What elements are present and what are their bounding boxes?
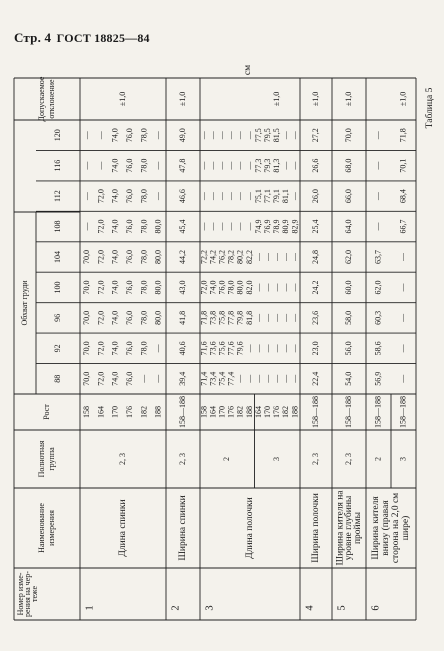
table-cell: 75,6 <box>217 341 227 356</box>
table-cell: 70,0 <box>81 371 92 386</box>
table-cell: — <box>96 161 106 170</box>
table-cell: 76,0 <box>124 189 135 204</box>
table-cell: — <box>208 131 218 140</box>
tolerance-value: ±1,0 <box>310 91 320 107</box>
table-cell: 79,8 <box>235 310 245 325</box>
table-cell: 64,0 <box>343 219 353 234</box>
table-cell: — <box>139 374 149 383</box>
table-cell: 80,0 <box>153 219 163 234</box>
chest-size-label: 100 <box>52 281 62 294</box>
table-cell: 46,6 <box>177 189 187 204</box>
height-value: 164 <box>208 406 218 418</box>
measurement-name: сторона на 2,0 см <box>391 492 402 564</box>
table-cell: 74,0 <box>110 341 120 356</box>
table-cell: — <box>81 192 92 201</box>
height-value: 176 <box>124 406 135 418</box>
height-value: 170 <box>263 406 273 418</box>
table-cell: — <box>253 253 263 261</box>
col-header-name: измерения <box>46 510 56 546</box>
table-cell: 71,8 <box>398 128 408 143</box>
chest-size-label: 104 <box>52 251 62 263</box>
measurement-name: Ширина полочки <box>311 493 322 563</box>
table-cell: — <box>263 374 273 383</box>
table-cell: — <box>235 161 245 170</box>
table-cell: 71,4 <box>199 371 209 386</box>
table-cell: — <box>290 344 300 353</box>
table-cell: 62,0 <box>343 250 353 264</box>
col-header-name: Наименование <box>36 503 46 553</box>
fullness-group: 2 <box>373 457 383 461</box>
table-cell: 77,5 <box>253 128 263 143</box>
table-cell: — <box>398 344 408 353</box>
table-cell: — <box>226 131 236 140</box>
height-value: 170 <box>110 406 120 418</box>
table-cell: — <box>398 253 408 261</box>
table-cell: — <box>235 192 245 201</box>
measurement-name: внизу (правая <box>381 500 392 556</box>
fullness-group: 3 <box>398 457 408 461</box>
table-cell: 22,4 <box>310 371 320 386</box>
table-cell: 70,0 <box>343 128 353 143</box>
table-cell: 80,0 <box>153 280 163 295</box>
table-cell: 74,0 <box>110 280 120 295</box>
table-cell: — <box>398 283 408 292</box>
measurement-name: уровне глубины <box>344 495 355 561</box>
table-cell: 77,3 <box>253 158 263 173</box>
table-cell: — <box>208 161 218 170</box>
table-cell: 72,0 <box>96 371 106 386</box>
table-cell: 47,8 <box>177 158 187 173</box>
table-cell: — <box>373 131 383 140</box>
table-cell: 76,0 <box>217 280 227 295</box>
table-cell: 81,5 <box>272 128 282 143</box>
table-cell: 54,0 <box>343 371 353 386</box>
table-cell: — <box>281 253 291 261</box>
table-cell: 82,9 <box>290 219 300 234</box>
table-cell: — <box>235 374 245 383</box>
table-cell: — <box>244 222 254 231</box>
table-cell: — <box>217 222 227 231</box>
table-cell: 76,0 <box>124 341 135 356</box>
fullness-group: 3 <box>272 457 282 461</box>
height-value: 188 <box>290 406 300 418</box>
table-cell: 80,0 <box>153 310 163 325</box>
table-cell: 74,0 <box>110 219 120 234</box>
table-cell: — <box>281 131 291 140</box>
table-cell: — <box>398 374 408 383</box>
table-cell: 72,0 <box>96 219 106 234</box>
col-header-tolerance: отклонение <box>46 79 56 119</box>
height-value: 158 <box>81 406 92 418</box>
table-cell: 27,2 <box>310 128 320 143</box>
table-cell: — <box>263 344 273 353</box>
height-value: 158—188 <box>343 396 353 428</box>
table-cell: — <box>263 253 273 261</box>
table-cell: — <box>290 253 300 261</box>
table-cell: 72,0 <box>96 341 106 356</box>
tolerance-value: ±1,0 <box>177 91 187 107</box>
table-cell: 74,0 <box>110 371 120 386</box>
height-value: 170 <box>217 406 227 418</box>
table-cell: 80,0 <box>153 250 163 264</box>
table-cell: 76,0 <box>124 280 135 295</box>
table-cell: 82,2 <box>244 250 254 264</box>
table-cell: 80,0 <box>235 280 245 295</box>
table-cell: 39,4 <box>177 371 187 386</box>
chest-size-label: 116 <box>52 159 62 172</box>
table-cell: 72,0 <box>96 250 106 264</box>
table-cell: 70,0 <box>81 341 92 356</box>
table-cell: — <box>244 192 254 201</box>
table-cell: — <box>253 313 263 322</box>
page-number: Стр. 4 <box>14 30 52 45</box>
table-cell: 72,2 <box>199 250 209 264</box>
table-cell: 72,0 <box>96 280 106 295</box>
table-cell: 78,0 <box>139 189 149 204</box>
measurement-name: Ширина спинки <box>178 495 189 561</box>
table-cell: — <box>226 192 236 201</box>
tolerance-value: ±1,0 <box>272 91 282 107</box>
height-value: 158—188 <box>398 396 408 428</box>
measurement-number: 4 <box>304 605 316 611</box>
table-cell: 76,2 <box>217 250 227 264</box>
height-value: 182 <box>139 406 149 418</box>
col-header-num: рения на чер- <box>22 571 32 617</box>
table-cell: 77,6 <box>226 341 236 356</box>
table-cell: — <box>217 192 227 201</box>
table-cell: 44,2 <box>177 250 187 264</box>
table-cell: — <box>81 222 92 231</box>
table-cell: 72,0 <box>96 310 106 325</box>
tolerance-value: ±1,0 <box>343 91 353 107</box>
table-cell: 78,0 <box>139 219 149 234</box>
table-cell: 75,8 <box>217 310 227 325</box>
table-cell: — <box>208 222 218 231</box>
measurement-number: 3 <box>204 605 216 611</box>
table-cell: 76,0 <box>124 128 135 143</box>
measurement-name: Длина полочки <box>245 497 256 559</box>
table-cell: — <box>199 222 209 231</box>
measurement-name: шире) <box>401 515 412 541</box>
table-cell: — <box>272 374 282 383</box>
table-cell: 78,0 <box>139 250 149 264</box>
table-cell: — <box>235 131 245 140</box>
chest-size-label: 92 <box>52 344 62 353</box>
table-cell: 78,0 <box>139 280 149 295</box>
table-cell: — <box>373 161 383 170</box>
table-cell: — <box>272 313 282 322</box>
table-cell: 76,0 <box>124 371 135 386</box>
height-value: 164 <box>96 406 106 418</box>
table-cell: 68,0 <box>343 158 353 173</box>
col-header-chest: Обхват груди <box>19 280 29 326</box>
table-cell: 56,9 <box>373 371 383 386</box>
table-cell: — <box>244 374 254 383</box>
table-cell: 23,0 <box>310 341 320 356</box>
table-cell: 78,0 <box>139 341 149 356</box>
table-cell: 78,0 <box>139 310 149 325</box>
table-cell: 58,6 <box>373 341 383 356</box>
table-cell: — <box>272 253 282 261</box>
table-cell: — <box>253 283 263 292</box>
table-cell: 79,6 <box>235 341 245 356</box>
table-cell: 82,0 <box>244 280 254 295</box>
table-cell: — <box>208 192 218 201</box>
tolerance-value: ±1,0 <box>117 91 127 107</box>
table-cell: — <box>153 131 163 140</box>
table-cell: 79,3 <box>263 158 273 173</box>
fullness-group: 2 <box>222 457 232 461</box>
table-cell: 74,0 <box>208 280 218 295</box>
tolerance-value: ±1,0 <box>398 91 408 107</box>
table-cell: 73,6 <box>208 341 218 356</box>
table-cell: 60,3 <box>373 310 383 325</box>
table-cell: 63,7 <box>373 250 383 264</box>
table-cell: 40,6 <box>177 341 187 356</box>
table-cell: — <box>153 374 163 383</box>
table-cell: 78,0 <box>226 280 236 295</box>
table-cell: 81,8 <box>244 310 254 325</box>
measurement-name: Ширина кителя на <box>335 490 346 566</box>
fullness-group: 2, 3 <box>310 453 320 465</box>
table-cell: — <box>226 161 236 170</box>
table-cell: — <box>81 161 92 170</box>
table-cell: 74,2 <box>208 250 218 264</box>
table-cell: 25,4 <box>310 219 320 234</box>
table-cell: — <box>81 131 92 140</box>
table-cell: — <box>290 374 300 383</box>
table-cell: — <box>226 222 236 231</box>
table-cell: 26,0 <box>310 189 320 204</box>
table-cell: — <box>281 374 291 383</box>
table-cell: — <box>290 313 300 322</box>
table-cell: 62,0 <box>373 280 383 295</box>
table-cell: — <box>153 344 163 353</box>
table-cell: 75,1 <box>253 189 263 204</box>
table-cell: 70,0 <box>81 250 92 264</box>
col-header-num: Номер изме- <box>15 572 25 616</box>
table-cell: — <box>253 344 263 353</box>
table-cell: 41,8 <box>177 310 187 325</box>
table-cell: 72,0 <box>96 189 106 204</box>
table-cell: 72,0 <box>199 280 209 295</box>
measurement-number: 6 <box>370 605 382 611</box>
table-cell: — <box>235 222 245 231</box>
table-cell: 74,0 <box>110 128 120 143</box>
col-header-num: теже <box>29 585 39 603</box>
table-cell: 60,0 <box>343 280 353 295</box>
table-cell: 80,9 <box>281 219 291 234</box>
table-cell: — <box>244 131 254 140</box>
table-cell: — <box>281 313 291 322</box>
table-cell: 70,0 <box>81 280 92 295</box>
table-cell: 71,8 <box>199 310 209 325</box>
measurement-name: проймы <box>352 511 363 545</box>
measurement-name: Ширина кителя <box>371 496 382 560</box>
height-value: 176 <box>226 406 236 418</box>
table-title: Таблица 5 <box>425 87 436 129</box>
table-cell: 74,0 <box>110 310 120 325</box>
table-cell: 79,1 <box>272 189 282 204</box>
table-cell: 43,0 <box>177 280 187 295</box>
table-cell: 78,0 <box>139 128 149 143</box>
height-value: 158—188 <box>177 396 187 428</box>
table-cell: — <box>290 161 300 170</box>
height-value: 176 <box>272 406 282 418</box>
table-cell: 26,6 <box>310 158 320 173</box>
col-header-fullness: группа <box>46 447 56 471</box>
table-cell: 49,0 <box>177 128 187 143</box>
table-cell: — <box>373 222 383 231</box>
table-cell: 78,9 <box>272 219 282 234</box>
table-cell: 77,4 <box>226 371 236 386</box>
table-cell: — <box>244 344 254 353</box>
table-cell: 56,0 <box>343 341 353 356</box>
table-cell: 70,0 <box>81 310 92 325</box>
table-cell: 71,6 <box>199 341 209 356</box>
table-cell: 76,9 <box>263 219 273 234</box>
table-cell: 78,2 <box>226 250 236 264</box>
fullness-group: 2, 3 <box>117 453 127 465</box>
table-cell: — <box>263 313 273 322</box>
measurement-number: 2 <box>170 605 182 611</box>
table-cell: 24,2 <box>310 280 320 295</box>
table-cell: 76,0 <box>124 219 135 234</box>
table-cell: 76,0 <box>124 158 135 173</box>
chest-size-label: 120 <box>52 129 62 142</box>
table-cell: 24,8 <box>310 250 320 264</box>
table-cell: — <box>199 192 209 201</box>
table-cell: 77,1 <box>263 189 273 204</box>
table-cell: — <box>281 344 291 353</box>
table-cell: 74,0 <box>110 189 120 204</box>
table-cell: — <box>290 192 300 201</box>
chest-size-label: 108 <box>52 220 62 233</box>
col-header-tolerance: Допускаемое <box>36 76 46 122</box>
chest-size-label: 96 <box>52 313 62 322</box>
table-cell: 76,0 <box>124 310 135 325</box>
table-cell: 73,4 <box>208 371 218 386</box>
measurement-name: Длина спинки <box>118 499 129 557</box>
table-cell: 23,6 <box>310 310 320 325</box>
height-value: 158 <box>199 406 209 418</box>
table-cell: — <box>199 161 209 170</box>
table-cell: 81,1 <box>281 189 291 204</box>
height-value: 182 <box>281 406 291 418</box>
height-value: 188 <box>153 406 163 418</box>
table-cell: 73,8 <box>208 310 218 325</box>
table-cell: 80,2 <box>235 250 245 264</box>
table-cell: — <box>253 374 263 383</box>
table-cell: 68,4 <box>398 189 408 204</box>
standard-code: ГОСТ 18825—84 <box>56 31 150 45</box>
table-cell: — <box>263 283 273 292</box>
table-cell: 81,3 <box>272 158 282 173</box>
table-cell: — <box>96 131 106 140</box>
table-cell: — <box>290 283 300 292</box>
table-cell: 78,0 <box>139 158 149 173</box>
height-value: 158—188 <box>310 396 320 428</box>
measurement-number: 1 <box>84 605 96 611</box>
table-cell: 66,7 <box>398 219 408 234</box>
table-cell: 45,4 <box>177 219 187 234</box>
table-cell: — <box>373 192 383 201</box>
table-cell: — <box>281 161 291 170</box>
table-cell: — <box>244 161 254 170</box>
col-header-height: Рост <box>41 404 51 420</box>
table-cell: 79,5 <box>263 128 273 143</box>
table-unit: см <box>243 64 254 76</box>
table-cell: 74,9 <box>253 219 263 234</box>
table-cell: 70,1 <box>398 158 408 173</box>
table-cell: — <box>398 313 408 322</box>
height-value: 164 <box>253 406 263 418</box>
height-value: 158—188 <box>373 396 383 428</box>
table-cell: — <box>290 131 300 140</box>
table-cell: 77,8 <box>226 310 236 325</box>
table-cell: 74,0 <box>110 250 120 264</box>
table-cell: 74,0 <box>110 158 120 173</box>
table-cell: — <box>153 192 163 201</box>
table-cell: 76,0 <box>124 250 135 264</box>
chest-size-label: 88 <box>52 374 62 383</box>
table-cell: 58,0 <box>343 310 353 325</box>
table-cell: — <box>281 283 291 292</box>
table-cell: — <box>272 344 282 353</box>
table-cell: — <box>199 131 209 140</box>
table-cell: 66,0 <box>343 189 353 204</box>
table-cell: — <box>272 283 282 292</box>
fullness-group: 2, 3 <box>343 453 353 465</box>
fullness-group: 2, 3 <box>177 453 187 465</box>
table-cell: 75,4 <box>217 371 227 386</box>
measurement-number: 5 <box>336 605 348 611</box>
chest-size-label: 112 <box>52 190 62 202</box>
table-cell: — <box>153 161 163 170</box>
table-cell: — <box>217 161 227 170</box>
col-header-fullness: Полнотная <box>36 440 46 478</box>
height-value: 188 <box>244 406 254 418</box>
table-cell: — <box>217 131 227 140</box>
height-value: 182 <box>235 406 245 418</box>
